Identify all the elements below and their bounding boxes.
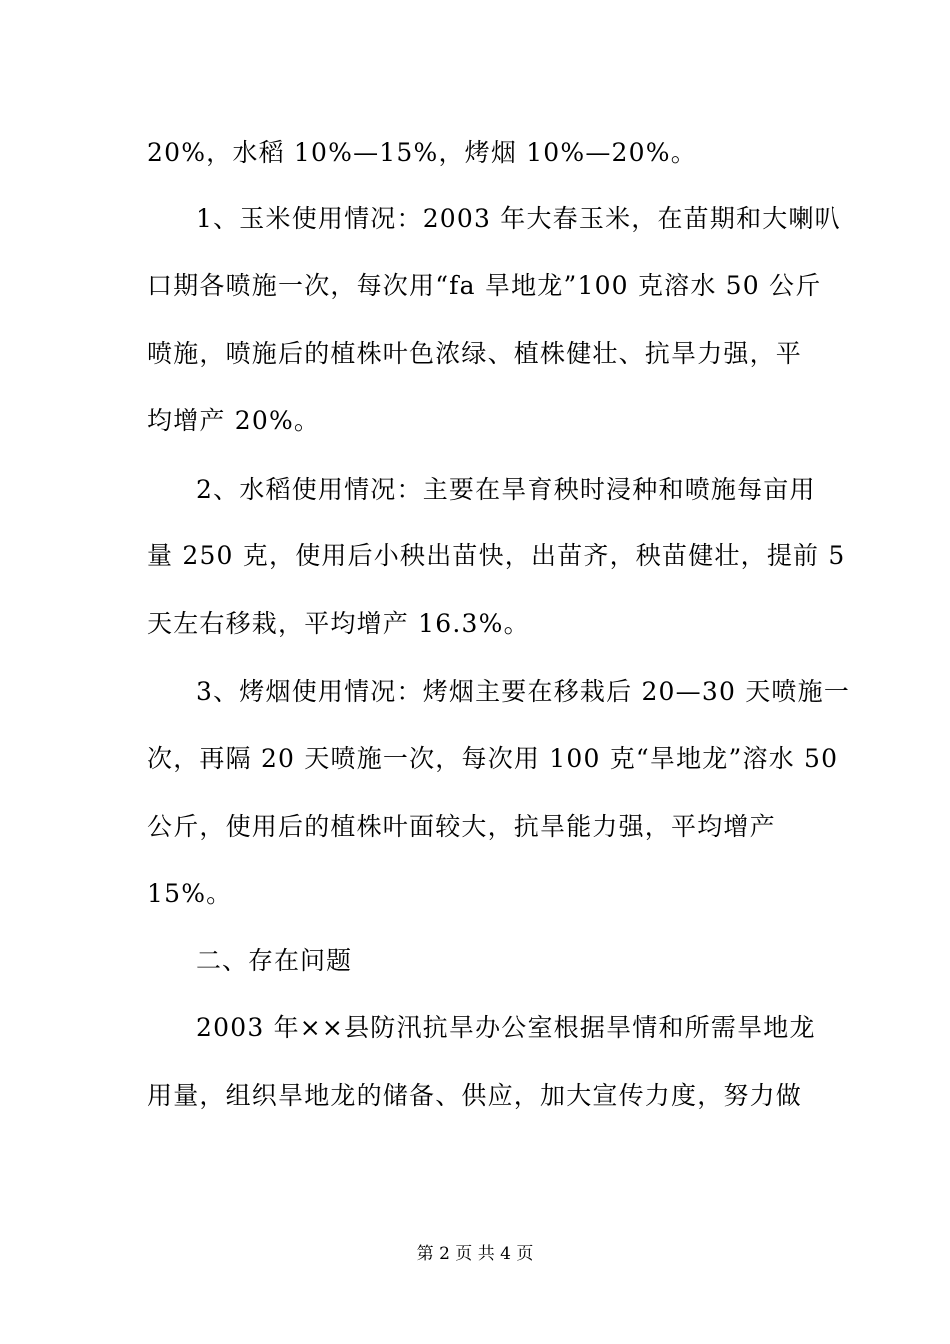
body-text-line: 用量，组织旱地龙的储备、供应，加大宣传力度，努力做 bbox=[147, 1081, 803, 1110]
body-text-line: 公斤，使用后的植株叶面较大，抗旱能力强，平均增产 bbox=[147, 812, 776, 841]
body-text-line: 次，再隔 20 天喷施一次，每次用 100 克“旱地龙”溶水 50 bbox=[147, 744, 839, 773]
body-text-line: 均增产 20%。 bbox=[147, 406, 321, 435]
paragraph-corn-start: 1、玉米使用情况：2003 年大春玉米，在苗期和大喇叭 bbox=[196, 204, 841, 233]
page-number-footer: 第 2 页 共 4 页 bbox=[416, 1244, 534, 1264]
paragraph-tobacco-start: 3、烤烟使用情况：烤烟主要在移栽后 20—30 天喷施一 bbox=[196, 677, 851, 706]
body-text-line: 天左右移栽，平均增产 16.3%。 bbox=[147, 609, 530, 638]
paragraph-rice-start: 2、水稻使用情况：主要在旱育秧时浸种和喷施每亩用 bbox=[196, 475, 816, 504]
body-text-line: 量 250 克，使用后小秧出苗快，出苗齐，秧苗健壮，提前 5 bbox=[147, 541, 846, 570]
body-text-line: 口期各喷施一次，每次用“fa 旱地龙”100 克溶水 50 公斤 bbox=[147, 271, 822, 300]
section-heading: 二、存在问题 bbox=[196, 946, 353, 975]
body-text-line: 喷施，喷施后的植株叶色浓绿、植株健壮、抗旱力强，平 bbox=[147, 339, 803, 368]
body-text-line: 15%。 bbox=[147, 879, 233, 908]
paragraph-office-start: 2003 年××县防汛抗旱办公室根据旱情和所需旱地龙 bbox=[196, 1013, 816, 1042]
body-text-line: 20%，水稻 10%—15%，烤烟 10%—20%。 bbox=[147, 138, 697, 167]
